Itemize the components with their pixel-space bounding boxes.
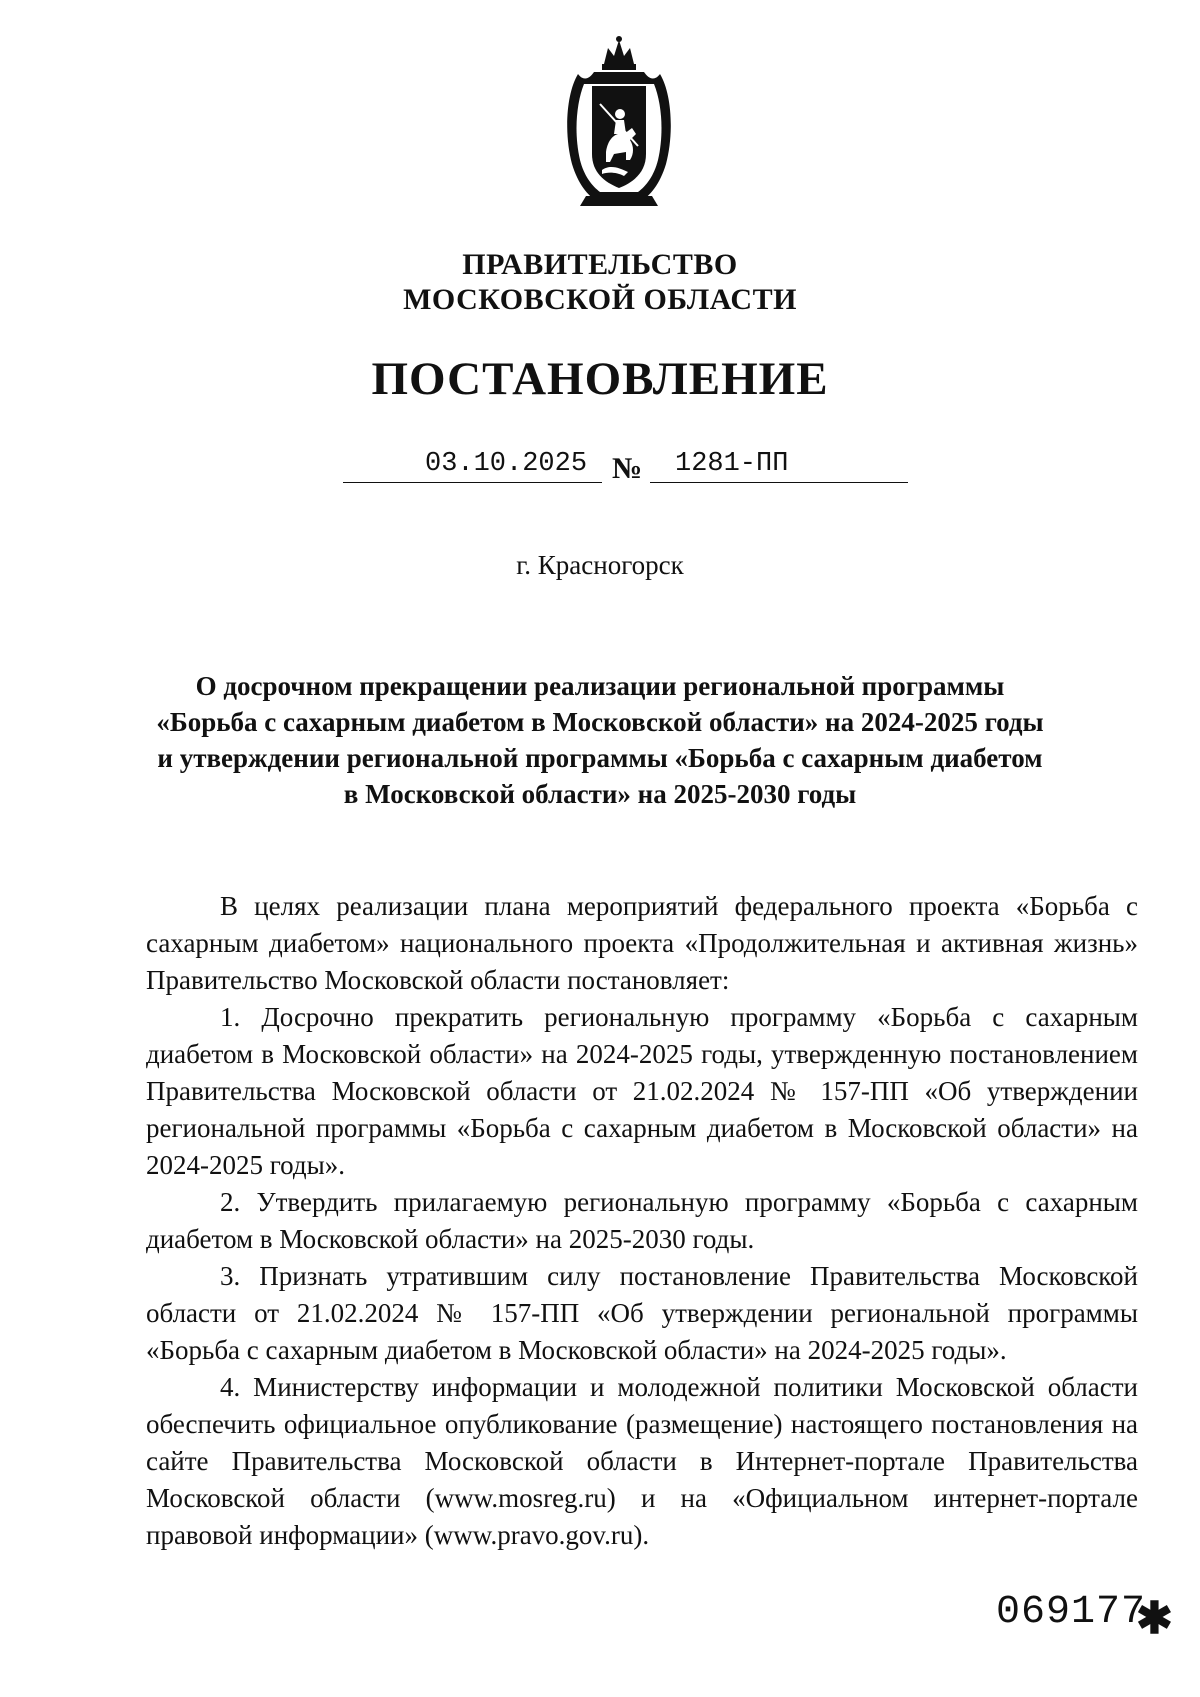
number-sign: №: [612, 452, 643, 485]
item-paragraph-3: 3. Признать утратившим силу постановление Правительства Московской области от 21.02.2024 № 157-ПП «Об утверждении региональной программы «Борьба с сахарным диабетом в Московской области» на 2024-2025 годы».: [146, 1261, 1138, 1365]
document-number: 1281-ПП: [675, 449, 789, 479]
asterisk-mark: ✱: [1136, 1594, 1173, 1643]
document-type: ПОСТАНОВЛЕНИЕ: [371, 353, 829, 405]
government-name-line2: МОСКОВСКОЙ ОБЛАСТИ: [403, 283, 797, 316]
document-body: [146, 888, 1138, 1554]
title-line: в Московской области» на 2025-2030 годы: [343, 779, 857, 809]
number-field: [650, 445, 908, 483]
coat-of-arms-icon: [558, 34, 680, 212]
date-field: [343, 445, 602, 483]
item-paragraph-2: 2. Утвердить прилагаемую региональную программу «Борьба с сахарным диабетом в Московской области» на 2025-2030 годы.: [146, 1187, 1138, 1254]
city: г. Красногорск: [516, 550, 684, 580]
preamble-paragraph: В целях реализации плана мероприятий федерального проекта «Борьба с сахарным диабетом» национального проекта «Продолжительная и активная жизнь» Правительство Московской области постановляет:: [146, 891, 1138, 995]
government-name-line1: ПРАВИТЕЛЬСТВО: [462, 248, 738, 281]
title-line: и утверждении региональной программы «Борьба с сахарным диабетом: [157, 743, 1043, 773]
document-date: 03.10.2025: [425, 449, 588, 479]
serial-number: 069177: [996, 1590, 1147, 1635]
number-underline: [650, 482, 908, 483]
title-line: О досрочном прекращении реализации региональной программы: [195, 671, 1005, 701]
date-underline: [343, 482, 602, 483]
document-title: [90, 668, 1110, 812]
item-paragraph-1: 1. Досрочно прекратить региональную программу «Борьба с сахарным диабетом в Московской области» на 2024-2025 годы, утвержденную постановлением Правительства Московской области от 21.02.2024 № 157-ПП «Об утверждении региональной программы «Борьба с сахарным диабетом в Московской области» на 2024-2025 годы».: [146, 1002, 1138, 1180]
title-line: «Борьба с сахарным диабетом в Московской области» на 2024-2025 годы: [156, 707, 1044, 737]
item-paragraph-4: 4. Министерству информации и молодежной политики Московской области обеспечить официальное опубликование (размещение) настоящего постановления на сайте Правительства Московской области в Интернет-портале Правительства Московской области (www.mosreg.ru) и на «Официальном интернет-портале правовой информации» (www.pravo.gov.ru).: [146, 1372, 1138, 1550]
